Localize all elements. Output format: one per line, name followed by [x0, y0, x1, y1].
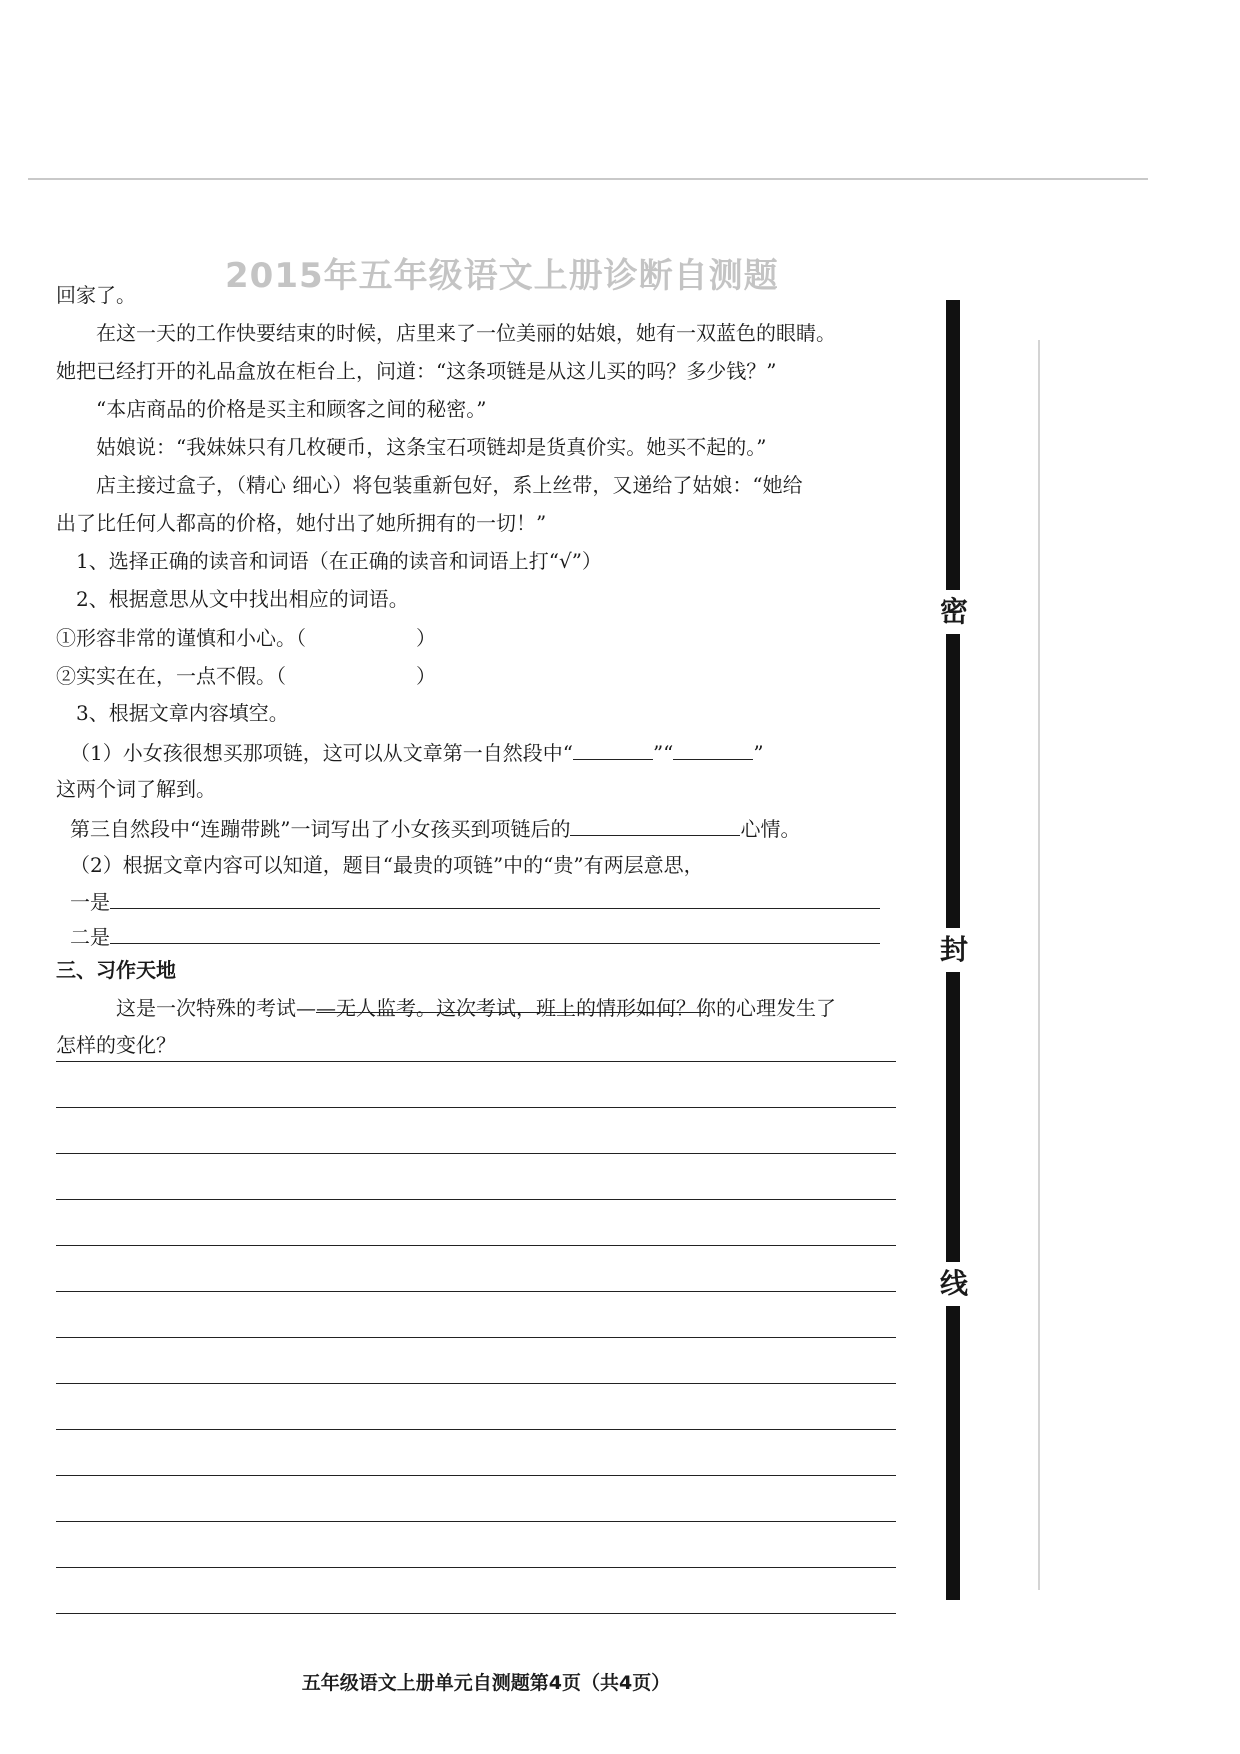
side-margin-rule: [1038, 340, 1040, 1590]
essay-line[interactable]: [56, 1475, 896, 1476]
page-footer: 五年级语文上册单元自测题第4页（共4页）: [301, 1672, 671, 1694]
question-2: 2、根据意思从文中找出相应的词语。: [76, 587, 409, 611]
passage-line-2: 在这一天的工作快要结束的时候，店里来了一位美丽的姑娘，她有一双蓝色的眼睛。: [96, 321, 836, 345]
writing-prompt-line-2: 怎样的变化？: [56, 1033, 176, 1057]
question-2a: [56, 627, 436, 648]
question-3-2-second-label: 二是: [70, 925, 110, 949]
question-3-2-first: [70, 890, 880, 912]
answer-blank-3-1c[interactable]: [570, 817, 740, 836]
question-2b-close: ）: [416, 664, 436, 688]
passage-line-4: “本店商品的价格是买主和顾客之间的秘密。”: [96, 397, 487, 421]
passage-line-5: 姑娘说：“我妹妹只有几枚硬币，这条宝石项链却是货真价实。她买不起的。”: [96, 435, 767, 459]
question-2b: [56, 665, 436, 686]
question-3-1: [70, 741, 764, 763]
question-3-2-second: [70, 925, 880, 947]
answer-blank-3-2b[interactable]: [110, 925, 880, 944]
answer-blank-3-1b[interactable]: [673, 741, 753, 760]
essay-line[interactable]: [56, 1107, 896, 1108]
essay-title-line[interactable]: [316, 1012, 706, 1013]
question-3-1-text: （1）小女孩很想买那项链，这可以从文章第一自然段中“: [70, 741, 573, 765]
passage-line-6: 店主接过盒子，（精心 细心）将包装重新包好，系上丝带，又递给了姑娘：“她给: [96, 473, 803, 497]
essay-line[interactable]: [56, 1061, 896, 1062]
essay-line[interactable]: [56, 1429, 896, 1430]
essay-line[interactable]: [56, 1383, 896, 1384]
section-3-heading: 三、习作天地: [56, 958, 176, 982]
answer-blank-3-2a[interactable]: [110, 890, 880, 909]
question-2b-text: ②实实在在，一点不假。（: [56, 664, 286, 688]
essay-line[interactable]: [56, 1153, 896, 1154]
essay-line[interactable]: [56, 1245, 896, 1246]
question-2a-close: ）: [416, 626, 436, 650]
question-3: 3、根据文章内容填空。: [76, 701, 289, 725]
writing-prompt-line-1: 这是一次特殊的考试——无人监考。这次考试，班上的情形如何？你的心理发生了: [116, 996, 836, 1020]
question-3-1-mid: ”“: [652, 741, 674, 765]
bleed-through-title: 2015年五年级语文上册诊断自测题: [225, 256, 779, 296]
question-3-1-end: ”: [753, 741, 764, 765]
essay-line[interactable]: [56, 1613, 896, 1614]
essay-line[interactable]: [56, 1291, 896, 1292]
binding-mark-xian: 线: [937, 1262, 971, 1306]
passage-line-1: 回家了。: [56, 283, 136, 307]
essay-line[interactable]: [56, 1521, 896, 1522]
question-2a-text: ①形容非常的谨慎和小心。（: [56, 626, 306, 650]
binding-mark-mi: 密: [937, 590, 971, 634]
question-3-2: （2）根据文章内容可以知道，题目“最贵的项链”中的“贵”有两层意思，: [70, 853, 704, 877]
passage-line-7: 出了比任何人都高的价格，她付出了她所拥有的一切！”: [56, 511, 547, 535]
answer-blank-2a[interactable]: [306, 627, 416, 645]
answer-blank-3-1a[interactable]: [573, 741, 653, 760]
binding-mark-feng: 封: [937, 928, 971, 972]
question-3-1b-text: 第三自然段中“连蹦带跳”一词写出了小女孩买到项链后的: [70, 817, 571, 841]
passage-line-3: 她把已经打开的礼品盒放在柜台上，问道：“这条项链是从这儿买的吗？多少钱？”: [56, 359, 777, 383]
question-3-1b-end: 心情。: [740, 817, 801, 841]
essay-line[interactable]: [56, 1199, 896, 1200]
essay-line[interactable]: [56, 1567, 896, 1568]
page-top-rule: [28, 178, 1148, 180]
question-3-2-first-label: 一是: [70, 890, 110, 914]
question-1: 1、选择正确的读音和词语（在正确的读音和词语上打“√”）: [76, 549, 602, 573]
answer-blank-2b[interactable]: [286, 665, 416, 683]
question-3-1-continued: 这两个词了解到。: [56, 777, 216, 801]
essay-line[interactable]: [56, 1337, 896, 1338]
question-3-1b: [70, 817, 800, 839]
